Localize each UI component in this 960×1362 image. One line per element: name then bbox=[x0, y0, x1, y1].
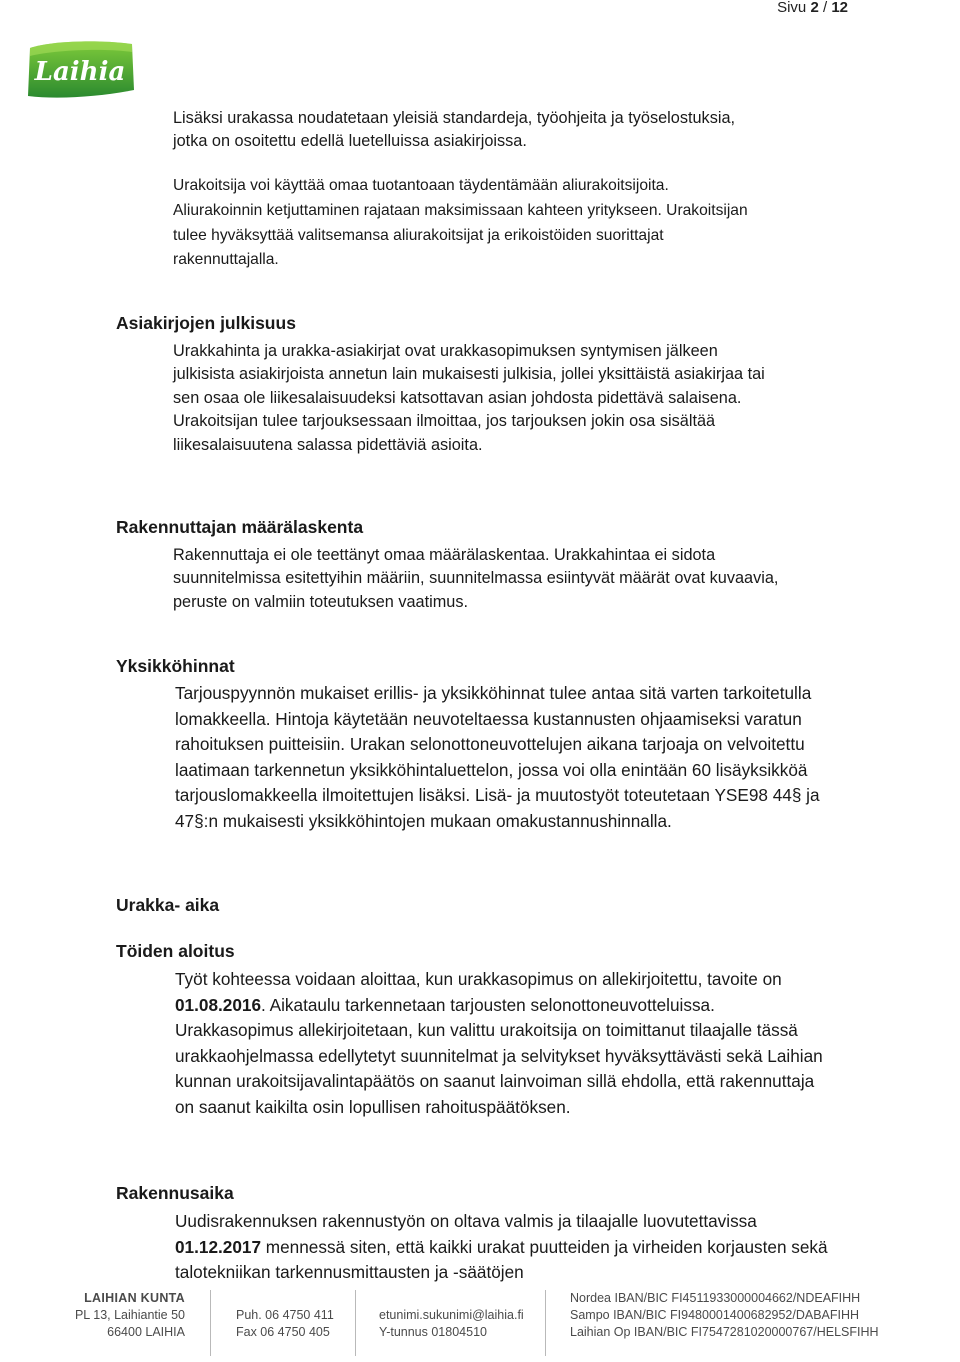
section-text-aloitus: Työt kohteessa voidaan aloittaa, kun urakkasopimus on allekirjoitettu, tavoite on 01.08.2016. Aikataulu tarkennetaan tarjousten selonottoneuvotteluissa. Urakkasopimus allekirjoitetaan, kun valittu urakoitsija on toimittanut tilaajalle tässä urakkaohjelmassa edellytetyt suunnitelmat ja selvitykset hyväksyttävästi sekä Laihian kunnan urakoitsijavalintapäätös on saanut lainvoiman sillä ehdolla, että rakennuttaja on saanut kaikilta osin lopullisen rahoituspäätöksen. bbox=[175, 969, 823, 1117]
footer-contact bbox=[379, 1307, 524, 1341]
footer-bank-3: Laihian Op IBAN/BIC FI7547281020000767/HELSFIHH bbox=[570, 1325, 879, 1339]
section-heading-yksikkohinnat: Yksikköhinnat bbox=[116, 656, 235, 676]
footer-banks bbox=[570, 1290, 879, 1341]
footer-ytunnus: Y-tunnus 01804510 bbox=[379, 1325, 487, 1339]
intro-paragraph-1: Lisäksi urakassa noudatetaan yleisiä standardeja, työohjeita ja työselostuksia, jotka on osoitettu edellä luetelluissa asiakirjoissa. bbox=[173, 109, 736, 151]
section-text-yksikkohinnat: Tarjouspyynnön mukaiset erillis- ja yksikköhinnat tulee antaa sitä varten tarkoitetulla lomakkeella. Hintoja käytetään neuvoteltaessa kustannusten ohjaamiseksi varatun rahoituksen puitteisiin. Urakan selonottoneuvottelujen aikana tarjoaja on velvoitettu laatimaan tarkennetun yksikköhintaluettelon, jossa voi olla enintään 60 lisäyksikköä tarjouslomakkeella ilmoitettujen lisäksi. Lisä- ja muutostyöt toteutetaan YSE98 44§ ja 47§:n mukaisesti yksikköhintojen mukaan omakustannushinnalla. bbox=[175, 683, 820, 831]
section-heading-rakennusaika: Rakennusaika bbox=[116, 1183, 234, 1203]
footer-address bbox=[75, 1290, 185, 1341]
footer-divider bbox=[545, 1290, 546, 1356]
footer-bank-1: Nordea IBAN/BIC FI4511933000004662/NDEAFIHH bbox=[570, 1291, 861, 1305]
footer-address-line2: 66400 LAIHIA bbox=[107, 1325, 185, 1339]
section-heading-urakka-aika: Urakka- aika bbox=[116, 895, 220, 915]
section-heading-julkisuus: Asiakirjojen julkisuus bbox=[116, 313, 296, 333]
start-date: 01.08.2016 bbox=[175, 994, 262, 1015]
page-separator: / bbox=[822, 0, 828, 16]
footer-bank-2: Sampo IBAN/BIC FI9480001400682952/DABAFIHH bbox=[570, 1308, 860, 1322]
footer-phone-fax bbox=[236, 1307, 334, 1341]
footer-org: LAIHIAN KUNTA bbox=[84, 1291, 185, 1305]
page-total: 12 bbox=[831, 0, 848, 16]
page-current: 2 bbox=[810, 0, 819, 16]
footer-phone: Puh. 06 4750 411 bbox=[236, 1308, 334, 1322]
footer-email: etunimi.sukunimi@laihia.fi bbox=[379, 1308, 524, 1322]
intro-paragraph-2: Urakoitsija voi käyttää omaa tuotantoaan täydentämään aliurakoitsijoita. Aliurakoinnin ketjuttaminen rajataan maksimissaan kahteen yritykseen. Urakoitsijan tulee hyväksyttää valitsemansa aliurakoitsijat ja erikoistöiden suorittajat rakennuttajalla. bbox=[173, 177, 748, 269]
footer-address-line1: PL 13, Laihiantie 50 bbox=[74, 1308, 185, 1322]
section-heading-aloitus: Töiden aloitus bbox=[116, 941, 235, 961]
footer-divider bbox=[210, 1290, 211, 1356]
page-footer bbox=[0, 1284, 960, 1362]
logo-text: Laihia bbox=[34, 57, 126, 87]
section-text-rakennusaika: Uudisrakennuksen rakennustyön on oltava valmis ja tilaajalle luovutettavissa 01.12.2017 mennessä siten, että kaikki urakat puutteiden ja virheiden korjausten sekä talotekniikan tarkennusmittausten ja -säätöjen bbox=[175, 1211, 828, 1283]
page-label: Sivu bbox=[777, 0, 807, 16]
section-text-julkisuus: Urakkahinta ja urakka-asiakirjat ovat urakkasopimuksen syntymisen jälkeen julkisista asiakirjoista annetun lain mukaisesti julkisia, jollei yksittäistä asiakirjaa tai sen osaa ole liikesalaisuudeksi katsottavan asian johdosta pidettävä salaisena. Urakoitsijan tulee tarjouksessaan ilmoittaa, jos tarjouksen jokin osa sisältää liikesalaisuutena salassa pidettäviä asioita. bbox=[173, 342, 765, 454]
completion-date: 01.12.2017 bbox=[175, 1236, 262, 1257]
section-text-maaralaskenta: Rakennuttaja ei ole teettänyt omaa määrälaskentaa. Urakkahintaa ei sidota suunnitelmissa esitettyihin määriin, suunnitelmassa esiintyvät määrät ovat kuvaavia, peruste on valmiin toteutuksen vaatimus. bbox=[173, 546, 779, 611]
page-number bbox=[777, 0, 848, 16]
footer-divider bbox=[355, 1290, 356, 1356]
section-heading-maaralaskenta: Rakennuttajan määrälaskenta bbox=[116, 517, 364, 537]
laihia-logo bbox=[24, 38, 136, 102]
footer-fax: Fax 06 4750 405 bbox=[236, 1325, 330, 1339]
